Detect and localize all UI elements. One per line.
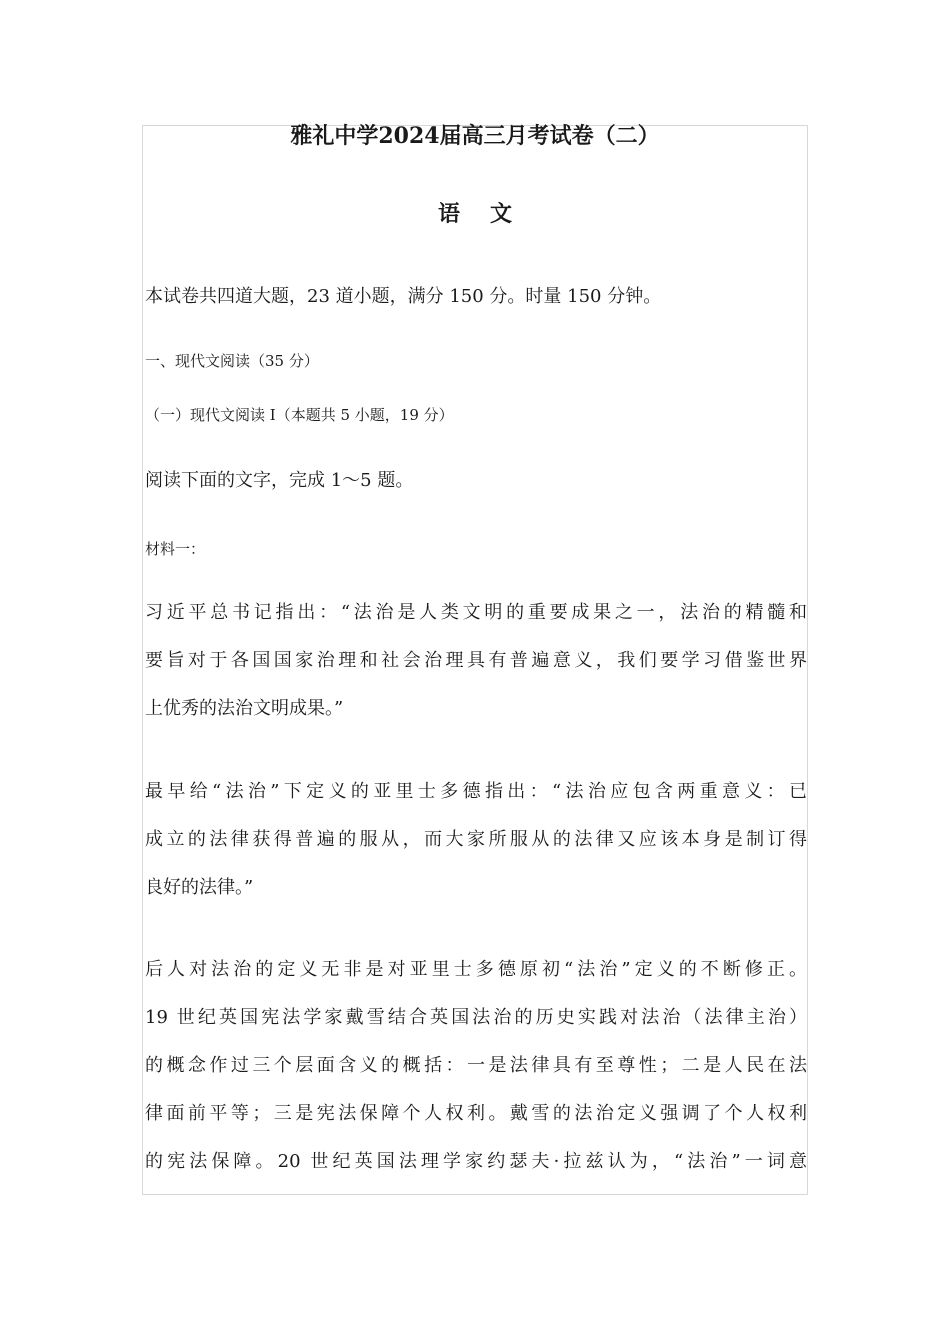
paragraph-2 [145,768,807,912]
paragraph-line: 习近平总书记指出：“法治是人类文明的重要成果之一，法治的精髓和 [145,602,807,623]
paragraph-line: 的概念作过三个层面含义的概括：一是法律具有至尊性；二是人民在法 [145,1055,807,1076]
material-label: 材料一： [145,540,206,558]
reading-instruction: 阅读下面的文字，完成 1～5 题。 [145,470,414,491]
paragraph-line: 良好的法律。” [145,877,254,898]
paragraph-line: 后人对法治的定义无非是对亚里士多德原初“法治”定义的不断修正。 [145,959,807,980]
paragraph-line: 上优秀的法治文明成果。” [145,698,344,719]
paragraph-1 [145,589,807,733]
paragraph-line: 最早给“法治”下定义的亚里士多德指出：“法治应包含两重意义：已 [145,781,807,802]
paragraph-line: 的宪法保障。20 世纪英国法理学家约瑟夫·拉兹认为，“法治”一词意 [145,1151,807,1172]
section-heading-1: 一、现代文阅读（35 分） [145,352,319,370]
paragraph-line: 成立的法律获得普遍的服从，而大家所服从的法律又应该本身是制订得 [145,829,807,850]
paragraph-line: 要旨对于各国国家治理和社会治理具有普遍意义，我们要学习借鉴世界 [145,650,807,671]
paragraph-line: 19 世纪英国宪法学家戴雪结合英国法治的历史实践对法治（法律主治） [145,1007,807,1028]
paragraph-line: 律面前平等；三是宪法保障个人权利。戴雪的法治定义强调了个人权利 [145,1103,807,1124]
section-heading-1-1: （一）现代文阅读 I（本题共 5 小题，19 分） [145,406,454,424]
subject-title: 语文 [437,201,542,227]
exam-title: 雅礼中学2024届高三月考试卷（二） [290,123,660,149]
paragraph-3 [145,946,807,1186]
exam-intro: 本试卷共四道大题，23 道小题，满分 150 分。时量 150 分钟。 [145,286,662,307]
